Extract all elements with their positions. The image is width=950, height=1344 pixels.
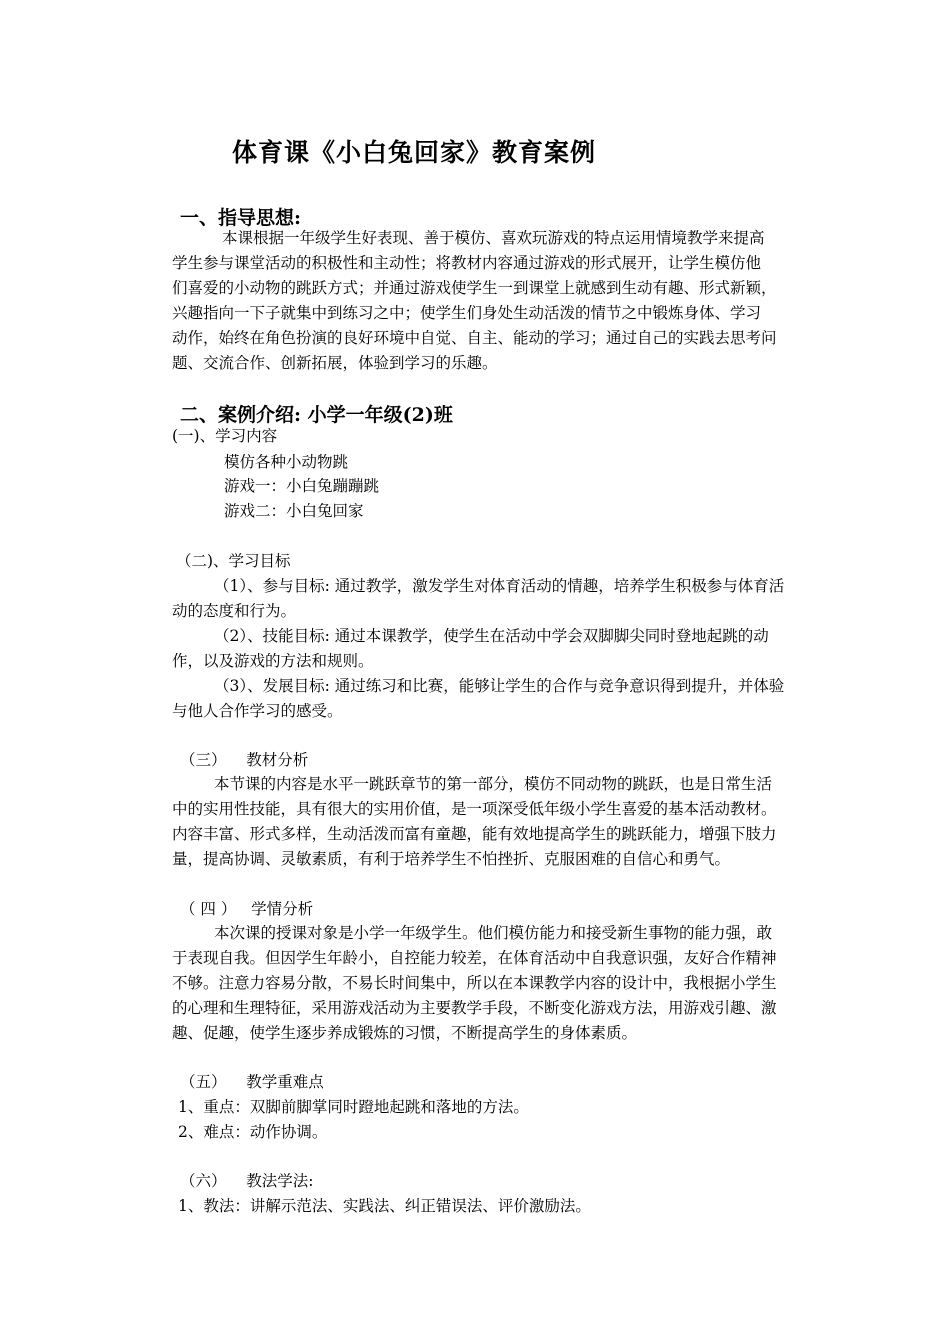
paragraph-line: 本次课的授课对象是小学一年级学生。他们模仿能力和接受新生事物的能力强，敢: [214, 924, 773, 942]
paragraph-line: 内容丰富、形式多样，生动活泼而富有童趣，能有效地提高学生的跳跃能力，增强下肢力: [172, 825, 777, 843]
list-item: 2、难点：动作协调。: [178, 1123, 328, 1141]
section-heading-guiding-thought: 一、指导思想:: [180, 207, 302, 229]
paragraph-line: 本课根据一年级学生好表现、善于模仿、喜欢玩游戏的特点运用情境教学来提高: [222, 229, 765, 247]
paragraph-line: 与他人合作学习的感受。: [172, 702, 343, 720]
paragraph-line: 兴趣指向一下子就集中到练习之中；使学生们身处生动活泼的情节之中锻炼身体、学习: [172, 304, 762, 322]
paragraph-line: （3）、发展目标: 通过练习和比赛，能够让学生的合作与竞争意识得到提升，并体验: [214, 677, 785, 695]
paragraph-line: （1）、参与目标: 通过教学，激发学生对体育活动的情趣，培养学生积极参与体育活: [214, 577, 785, 595]
subsection-heading-goals: （二)、学习目标: [176, 552, 291, 570]
section-heading-case-intro: 二、案例介绍: 小学一年级(2)班: [180, 404, 453, 426]
paragraph-line: 中的实用性技能，具有很大的实用价值，是一项深受低年级小学生喜爱的基本活动教材。: [172, 800, 777, 818]
paragraph-line: 不够。注意力容易分散，不易长时间集中，所以在本课教学内容的设计中，我根据小学生: [172, 974, 777, 992]
list-item: 模仿各种小动物跳: [224, 453, 349, 471]
paragraph-line: 学生参与课堂活动的积极性和主动性；将教材内容通过游戏的形式展开，让学生模仿他: [172, 254, 762, 272]
paragraph-line: 作，以及游戏的方法和规则。: [172, 652, 374, 670]
list-item: 1、教法：讲解示范法、实践法、纠正错误法、评价激励法。: [178, 1197, 591, 1215]
list-item: 游戏二：小白兔回家: [224, 502, 364, 520]
list-item: 1、重点：双脚前脚掌同时蹬地起跳和落地的方法。: [178, 1098, 529, 1116]
subsection-heading-methods: （六） 教法学法:: [180, 1172, 314, 1190]
document-title: 体育课《小白兔回家》教育案例: [232, 138, 597, 167]
subsection-heading-key-points: （五） 教学重难点: [180, 1073, 324, 1091]
paragraph-line: 趣、促趣，使学生逐步养成锻炼的习惯，不断提高学生的身体素质。: [172, 1024, 638, 1042]
paragraph-line: 题、交流合作、创新拓展，体验到学习的乐趣。: [172, 354, 498, 372]
paragraph-line: （2）、技能目标: 通过本课教学，使学生在活动中学会双脚脚尖同时登地起跳的动: [214, 627, 769, 645]
paragraph-line: 量，提高协调、灵敏素质，有利于培养学生不怕挫折、克服困难的自信心和勇气。: [172, 850, 731, 868]
list-item: 游戏一：小白兔蹦蹦跳: [224, 477, 380, 495]
paragraph-line: 动的态度和行为。: [172, 602, 297, 620]
subsection-heading-material: （三） 教材分析: [180, 751, 309, 769]
subsection-heading-learners: （ 四 ） 学情分析: [180, 900, 314, 918]
paragraph-line: 动作，始终在角色扮演的良好环境中自觉、自主、能动的学习；通过自己的实践去思考问: [172, 329, 777, 347]
subsection-heading-content: (一)、学习内容: [172, 427, 278, 445]
paragraph-line: 们喜爱的小动物的跳跃方式；并通过游戏使学生一到课堂上就感到生动有趣、形式新颖，: [172, 279, 777, 297]
paragraph-line: 本节课的内容是水平一跳跃章节的第一部分，模仿不同动物的跳跃，也是日常生活: [214, 775, 773, 793]
paragraph-line: 的心理和生理特征，采用游戏活动为主要教学手段，不断变化游戏方法，用游戏引趣、激: [172, 999, 777, 1017]
paragraph-line: 于表现自我。但因学生年龄小，自控能力较差，在体育活动中自我意识强，友好合作精神: [172, 949, 777, 967]
